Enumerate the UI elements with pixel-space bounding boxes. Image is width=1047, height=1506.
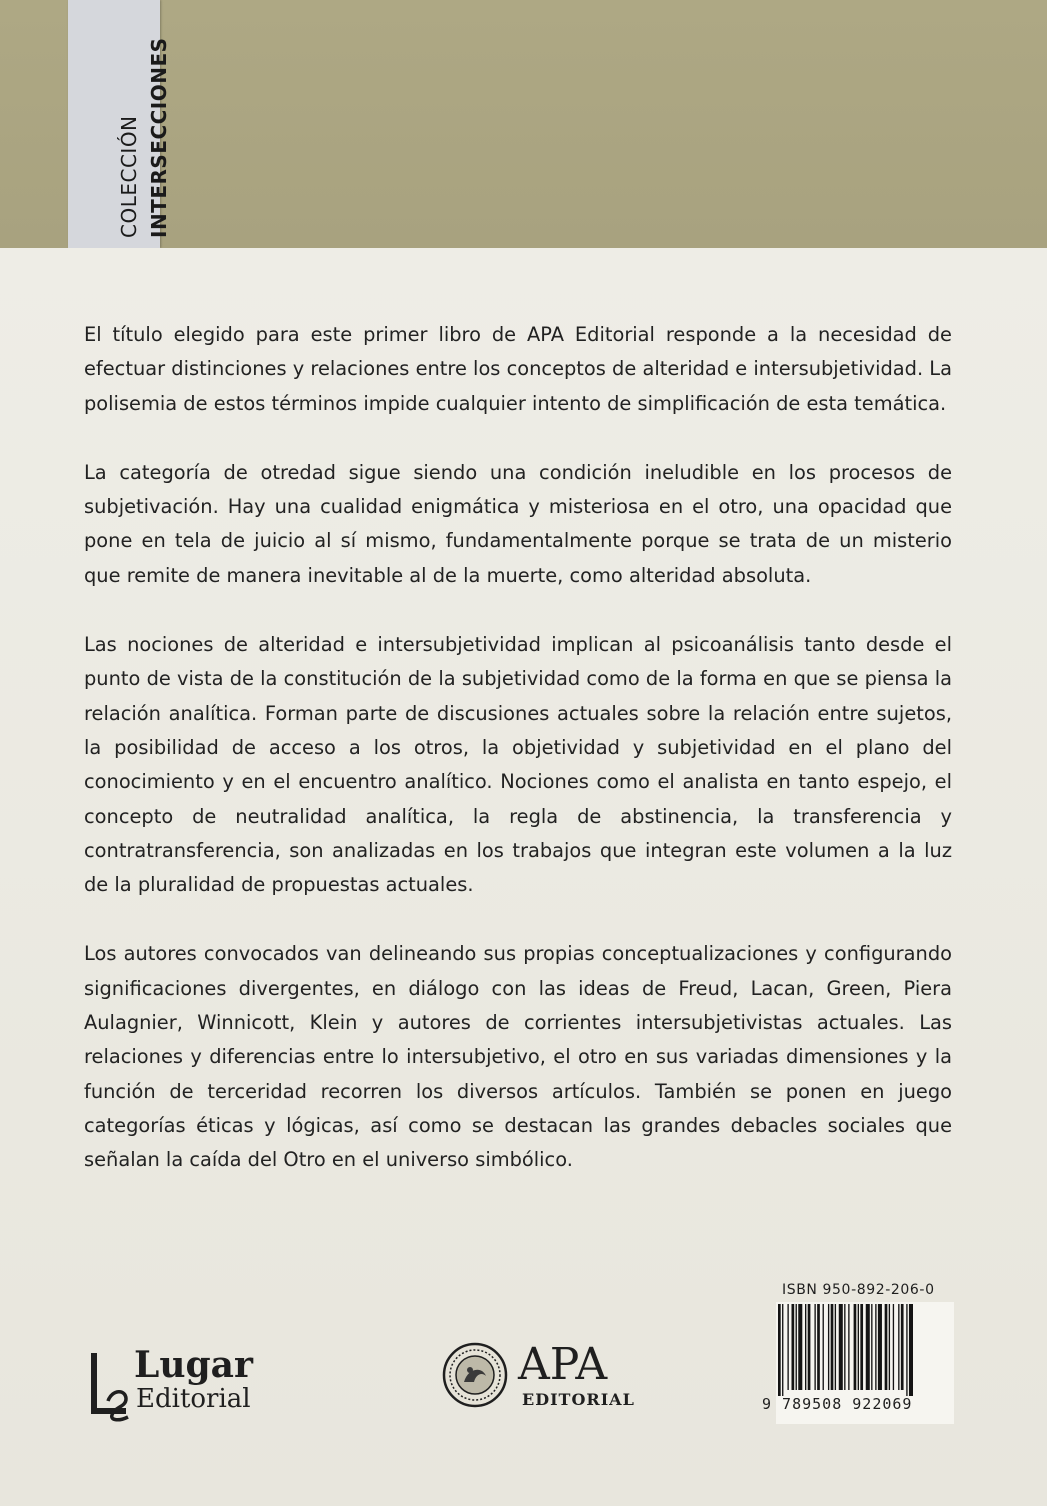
barcode-bar xyxy=(909,1304,913,1396)
blurb-paragraph-3: Las nociones de alteridad e intersubjetividad implican al psicoanálisis tanto desde el punto de vista de la constitución de la subjetividad como de la forma en que se piensa la relación analítica. Forman parte de discusiones actuales sobre la relación entre sujetos, la posibilidad de acceso a los otros, la objetividad y subjetividad en el plano del conocimiento y en el encuentro analítico. Nociones como el analista en tanto espejo, el concepto de neutralidad analítica, la regla de abstinencia, la transferencia y contratransferencia, son analizadas en los trabajos que integran este volumen a la luz de la pluralidad de propuestas actuales. xyxy=(84,633,952,897)
blurb-paragraph-2: La categoría de otredad sigue siendo una condición ineludible en los procesos de subjetivación. Hay una cualidad enigmática y misteriosa en el otro, una opacidad que pone en tela de juicio al sí mismo, fundamentalmente porque se trata de un misterio que remite de manera inevitable al de la muerte, como alteridad absoluta. xyxy=(84,460,952,587)
barcode-bar xyxy=(848,1304,849,1390)
isbn-barcode-block xyxy=(762,1282,962,1422)
apa-seal-icon xyxy=(442,1342,508,1408)
barcode-bar xyxy=(814,1304,815,1390)
lugar-logo-name: Lugar xyxy=(134,1344,253,1386)
barcode-bar xyxy=(792,1304,795,1390)
barcode-bar xyxy=(875,1304,876,1390)
apa-editorial-logo xyxy=(442,1339,635,1420)
barcode-bar xyxy=(805,1304,806,1390)
barcode-bar xyxy=(854,1304,857,1390)
barcode-bar xyxy=(871,1304,872,1390)
barcode-bar xyxy=(889,1304,890,1390)
lugar-editorial-logo xyxy=(86,1345,276,1425)
barcode-bar xyxy=(878,1304,882,1390)
barcode-bar xyxy=(858,1304,859,1390)
collection-word: COLECCIÓN xyxy=(117,115,141,238)
barcode-bar xyxy=(823,1304,824,1390)
barcode-bar xyxy=(828,1304,829,1390)
barcode-bar xyxy=(817,1304,820,1390)
barcode-bar xyxy=(808,1304,811,1390)
barcode-bar xyxy=(844,1304,845,1390)
barcode-bar xyxy=(893,1304,894,1390)
barcode-bar xyxy=(831,1304,834,1390)
barcode-bar xyxy=(796,1304,797,1390)
barcode-bar xyxy=(782,1304,783,1396)
apa-logo-name: APA xyxy=(518,1339,608,1390)
barcode-bar xyxy=(787,1304,788,1390)
barcode-bar xyxy=(901,1304,904,1390)
barcode-bar xyxy=(839,1304,843,1390)
barcode-bar xyxy=(866,1304,870,1390)
back-cover-blurb xyxy=(84,318,952,1213)
barcode-bar xyxy=(885,1304,888,1390)
blurb-paragraph-1: El título elegido para este primer libro de APA Editorial responde a la necesidad de efectuar distinciones y relaciones entre los conceptos de alteridad e intersubjetividad. La polisemia de estos términos impide cualquier intento de simplificación de esta temática. xyxy=(84,323,952,415)
collection-title: INTERSECCIONES xyxy=(147,37,171,238)
barcode-bar xyxy=(798,1304,802,1390)
isbn-label: ISBN 950-892-206-0 xyxy=(782,1282,935,1298)
barcode-bar xyxy=(835,1304,836,1390)
barcode-bar xyxy=(906,1304,907,1396)
barcode-bar xyxy=(898,1304,899,1390)
barcode-bar xyxy=(778,1304,781,1396)
blurb-paragraph-4: Los autores convocados van delineando sus propias conceptualizaciones y configurando significaciones divergentes, en diálogo con las ideas de Freud, Lacan, Green, Piera Aulagnier, Winnicott, Klein y autores de corrientes intersubjetivistas actuales. Las relaciones y diferencias entre lo intersubjetivo, el otro en sus variadas dimensiones y la función de terceridad recorren los diversos artículos. También se ponen en juego categorías éticas y lógicas, así como se destacan las grandes debacles sociales que señalan la caída del Otro en el universo simbólico. xyxy=(84,942,952,1172)
barcode-bar xyxy=(860,1304,863,1390)
lugar-editorial-logo-icon xyxy=(86,1349,134,1423)
collection-label xyxy=(114,8,174,238)
isbn-digits: 9 789508 922069 xyxy=(762,1395,913,1413)
lugar-logo-sub: Editorial xyxy=(136,1384,251,1414)
barcode-icon xyxy=(776,1304,954,1396)
apa-logo-sub: EDITORIAL xyxy=(522,1390,635,1409)
